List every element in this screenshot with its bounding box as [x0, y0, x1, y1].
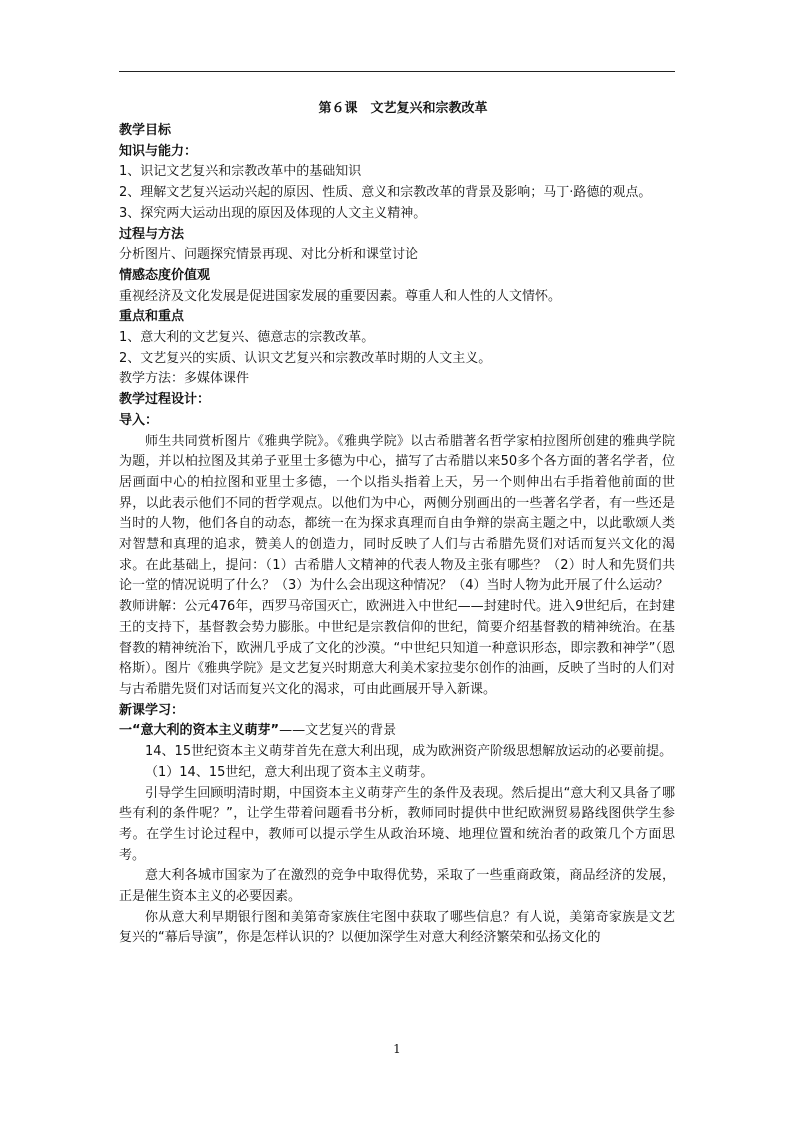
section-1-heading [119, 721, 675, 742]
paragraph-5: 你从意大利早期银行图和美第奇家族住宅图中获取了哪些信息？有人说，美第奇家族是文艺复兴的“幕后导演”，你是怎样认识的？以便加深学生对意大利经济繁荣和弘扬文化的 [119, 909, 675, 946]
knowledge-item-2: 2、理解文艺复兴运动兴起的原因、性质、意义和宗教改革的背景及影响；马丁·路德的观点。 [119, 185, 652, 201]
section-1-bold: 一“意大利的资本主义萌芽” [119, 723, 280, 739]
paragraph-3: 引导学生回顾明清时期，中国资本主义萌芽产生的条件及表现。然后提出“意大利又具备了哪些有利的条件呢？”，让学生带着问题看书分析，教师同时提供中世纪欧洲贸易路线图供学生参考。在学生讨论过程中，教师可以提示学生从政治环境、地理位置和统治者的政策几个方面思考。 [119, 785, 675, 863]
paragraph-1: 14、15世纪资本主义萌芽首先在意大利出现，成为欧洲资产阶级思想解放运动的必要前提。 [145, 744, 673, 760]
intro-heading: 导入： [119, 412, 159, 428]
knowledge-item-1: 1、识记文艺复兴和宗教改革中的基础知识 [119, 164, 362, 180]
page-title: 第６课 文艺复兴和宗教改革 [318, 101, 488, 116]
header-rule [119, 71, 675, 72]
new-lesson-heading: 新课学习： [119, 702, 185, 718]
keypoint-heading: 重点和重点 [119, 309, 185, 325]
document-body [119, 98, 675, 949]
process-text: 分析图片、问题探究情景再现、对比分析和课堂讨论 [119, 247, 419, 263]
intro-paragraph: 师生共同赏析图片《雅典学院》。《雅典学院》以古希腊著名哲学家柏拉图所创建的雅典学院为题，并以柏拉图及其弟子亚里士多德为中心，描写了古希腊以来50多个各方面的著名学者，位居画面中心的柏拉图和亚里士多德，一个以指头指着上天，另一个则伸出右手指着他前面的世界，以此表示他们不同的哲学观点。以他们为中心，两侧分别画出的一些著名学者，有一些还是当时的人物，他们各自的动态，都统一在为探求真理而自由争辩的崇高主题之中，以此歌颂人类对智慧和真理的追求，赞美人的创造力，同时反映了人们与古希腊先贤们对话而复兴文化的渴求。在此基础上，提问：（1）古希腊人文精神的代表人物及主张有哪些？（2）时人和先贤们共论一堂的情况说明了什么？（3）为什么会出现这种情况？（4）当时人物为此开展了什么运动？ [119, 433, 675, 594]
paragraph-4: 意大利各城市国家为了在激烈的竞争中取得优势，采取了一些重商政策，商品经济的发展，正是催生资本主义的必要因素。 [119, 868, 675, 905]
knowledge-heading: 知识与能力： [119, 143, 198, 159]
emotion-heading: 情感态度价值观 [119, 267, 211, 283]
emotion-text: 重视经济及文化发展是促进国家发展的重要因素。尊重人和人性的人文情怀。 [119, 288, 562, 304]
design-heading: 教学过程设计： [119, 392, 211, 408]
paragraph-2: （1）14、15世纪，意大利出现了资本主义萌芽。 [145, 764, 434, 780]
keypoint-item-2: 2、文艺复兴的实质、认识文艺复兴和宗教改革时期的人文主义。 [119, 350, 492, 366]
section-1-subtitle: ——文艺复兴的背景 [279, 723, 397, 739]
knowledge-item-3: 3、探究两大运动出现的原因及体现的人文主义精神。 [119, 205, 427, 221]
teacher-explanation: 教师讲解：公元476年，西罗马帝国灭亡，欧洲进入中世纪——封建时代。进入9世纪后，在封建王的支持下，基督教会势力膨胀。中世纪是宗教信仰的世纪，简要介绍基督教的精神统治。在基督教的精神统治下，欧洲几乎成了文化的沙漠。“中世纪只知道一种意识形态，即宗教和神学”（恩格斯）。图片《雅典学院》是文艺复兴时期意大利美术家拉斐尔创作的油画，反映了当时的人们对与古希腊先贤们对话而复兴文化的渴求，可由此画展开导入新课。 [119, 599, 675, 697]
goal-heading: 教学目标 [119, 123, 172, 138]
process-heading: 过程与方法 [119, 226, 185, 242]
teaching-method: 教学方法：多媒体课件 [119, 371, 250, 387]
page-number: 1 [393, 1042, 401, 1056]
keypoint-item-1: 1、意大利的文艺复兴、德意志的宗教改革。 [119, 330, 375, 346]
